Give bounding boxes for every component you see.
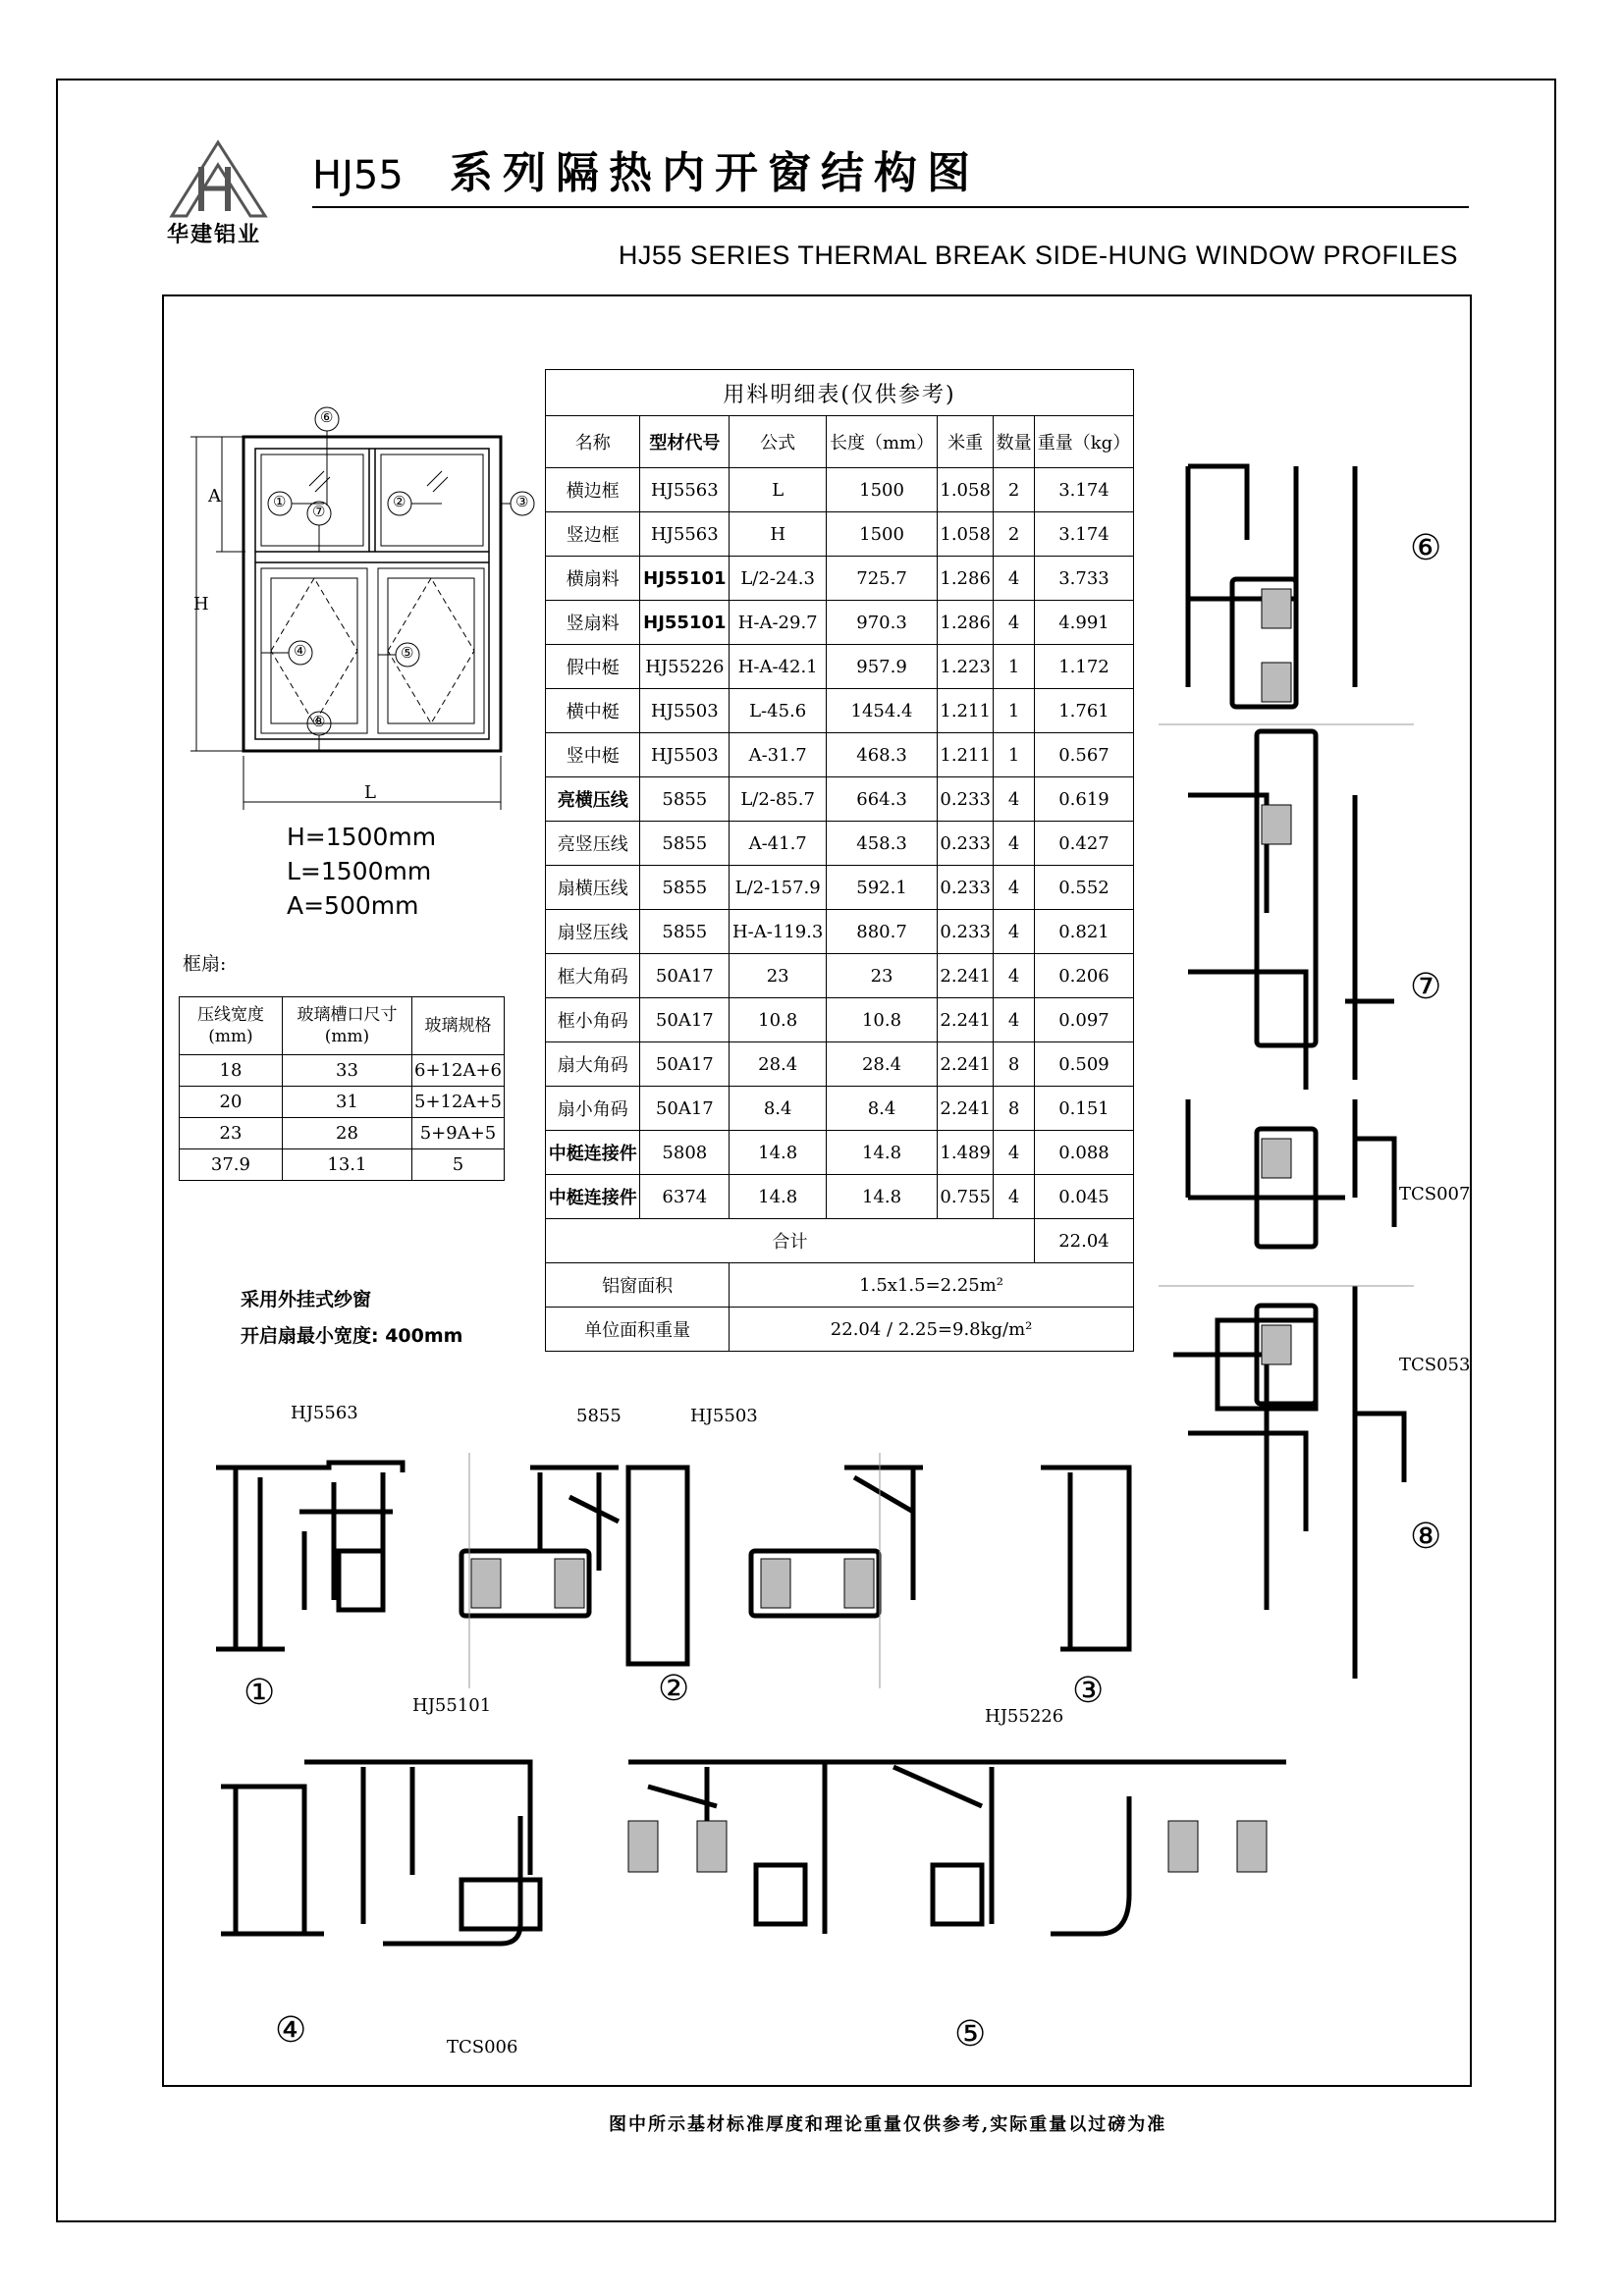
marker-2: ② [393,493,406,510]
table-cell: 0.509 [1034,1042,1133,1087]
table-cell: 664.3 [827,777,938,822]
table-cell: 8.4 [730,1087,827,1131]
dim-l: L=1500mm [287,857,432,885]
table-cell: 竖边框 [546,512,640,557]
table-cell: 4 [994,998,1035,1042]
table-cell: 2.241 [937,1042,993,1087]
dim-a: A=500mm [287,891,419,920]
table-cell: 20 [180,1087,283,1118]
table-cell: 23 [827,954,938,998]
table-cell: 8 [994,1042,1035,1087]
model-title: HJ55 [312,153,404,198]
dim-l-label: L [364,782,376,803]
table-cell: 3.733 [1034,557,1133,601]
table-cell: 1.058 [937,512,993,557]
table-row [546,1042,1134,1087]
table-cell: 2 [994,468,1035,512]
table-cell: 18 [180,1055,283,1087]
label-tcs053: TCS053 [1399,1355,1471,1375]
col-name: 名称 [546,416,640,468]
dim-a-label: A [208,486,221,507]
table-cell: 横中梃 [546,689,640,733]
table-cell: L/2-85.7 [730,777,827,822]
table-cell: H [730,512,827,557]
table-row [546,1087,1134,1131]
table-cell: HJ55226 [640,645,730,689]
table-row [546,777,1134,822]
brand-logo-icon [167,137,270,221]
table-cell: 1.223 [937,645,993,689]
table-row [546,866,1134,910]
table-cell: L/2-157.9 [730,866,827,910]
table-cell: 50A17 [640,1087,730,1131]
glass-col-spec: 玻璃规格 [412,997,505,1055]
table-cell: 3.174 [1034,512,1133,557]
table-cell: H-A-42.1 [730,645,827,689]
sash-label: 框扇: [183,953,227,975]
table-cell: 957.9 [827,645,938,689]
label-5855: 5855 [576,1406,622,1426]
table-cell: 中梃连接件 [546,1131,640,1175]
table-cell: 1.058 [937,468,993,512]
min-width-note: 开启扇最小宽度: 400mm [241,1325,463,1347]
table-cell: 扇竖压线 [546,910,640,954]
table-row [546,689,1134,733]
table-row [546,998,1134,1042]
table-row [546,645,1134,689]
table-cell: 725.7 [827,557,938,601]
table-cell: 框大角码 [546,954,640,998]
table-cell: 1 [994,689,1035,733]
section-marker-8: ⑧ [1410,1517,1442,1557]
table-row [546,822,1134,866]
table-cell: 1500 [827,512,938,557]
table-cell: 6374 [640,1175,730,1219]
table-cell: 2.241 [937,1087,993,1131]
table-cell: 5808 [640,1131,730,1175]
total-label: 合计 [546,1219,1035,1263]
table-cell: 0.821 [1034,910,1133,954]
footer-note: 图中所示基材标准厚度和理论重量仅供参考,实际重量以过磅为准 [609,2114,1167,2135]
label-hj5503: HJ5503 [690,1406,758,1426]
table-cell: 458.3 [827,822,938,866]
table-cell: 1 [994,645,1035,689]
table-cell: 33 [282,1055,411,1087]
table-cell: 4 [994,557,1035,601]
table-cell: 4 [994,777,1035,822]
table-cell: 亮竖压线 [546,822,640,866]
table-cell: 37.9 [180,1149,283,1181]
table-cell: HJ5503 [640,689,730,733]
table-cell: HJ55101 [640,601,730,645]
table-cell: 4 [994,601,1035,645]
profile-sections-1-3 [206,1453,1149,1688]
table-cell: 竖中梃 [546,733,640,777]
table-cell: L [730,468,827,512]
col-weight: 重量（kg） [1034,416,1133,468]
table-cell: 横边框 [546,468,640,512]
table-cell: HJ5503 [640,733,730,777]
table-row [546,512,1134,557]
table-cell: 中梃连接件 [546,1175,640,1219]
window-dimensions [287,820,436,923]
screen-note: 采用外挂式纱窗 [241,1289,372,1310]
table-cell: 扇大角码 [546,1042,640,1087]
marker-5: ⑤ [401,644,414,662]
table-cell: 28 [282,1118,411,1149]
table-cell: 970.3 [827,601,938,645]
table-cell: 2.241 [937,954,993,998]
table-cell: 4 [994,954,1035,998]
table-cell: 4 [994,1175,1035,1219]
total-value: 22.04 [1034,1219,1133,1263]
table-cell: 4 [994,1131,1035,1175]
glass-table [179,996,505,1181]
table-cell: 1.172 [1034,645,1133,689]
table-cell: 0.619 [1034,777,1133,822]
table-cell: HJ55101 [640,557,730,601]
table-cell: 4 [994,866,1035,910]
table-cell: 0.233 [937,822,993,866]
table-row [180,1149,505,1181]
table-cell: 14.8 [730,1131,827,1175]
table-cell: 2.241 [937,998,993,1042]
table-cell: 5855 [640,777,730,822]
table-cell: L/2-24.3 [730,557,827,601]
table-cell: A-41.7 [730,822,827,866]
dim-h: H=1500mm [287,823,437,851]
table-row [546,910,1134,954]
table-cell: 5+12A+5 [412,1087,505,1118]
table-cell: 5855 [640,910,730,954]
table-cell: 5+9A+5 [412,1118,505,1149]
table-cell: 50A17 [640,954,730,998]
table-cell: 23 [180,1118,283,1149]
col-unit-weight: 米重 [937,416,993,468]
table-row [546,557,1134,601]
window-elevation-diagram [177,398,550,829]
table-cell: 14.8 [827,1175,938,1219]
table-cell: H-A-29.7 [730,601,827,645]
page-subtitle: HJ55 SERIES THERMAL BREAK SIDE-HUNG WINDOW PROFILES [618,240,1458,270]
table-cell: 28.4 [730,1042,827,1087]
brand-name: 华建铝业 [167,223,262,247]
section-marker-7: ⑦ [1410,967,1442,1007]
table-cell: 0.233 [937,910,993,954]
screen-notes [241,1282,462,1355]
table-cell: 5855 [640,866,730,910]
table-cell: 31 [282,1087,411,1118]
label-hj55226: HJ55226 [985,1706,1064,1727]
table-cell: 0.552 [1034,866,1133,910]
table-cell: 竖扇料 [546,601,640,645]
table-cell: H-A-119.3 [730,910,827,954]
marker-8: ⑧ [312,713,326,730]
profile-sections-6-8 [1159,452,1414,1679]
table-cell: 8 [994,1087,1035,1131]
table-row [180,1055,505,1087]
glass-col-slot: 玻璃槽口尺寸(mm) [282,997,411,1055]
table-cell: 2 [994,512,1035,557]
table-cell: 1 [994,733,1035,777]
table-cell: 50A17 [640,1042,730,1087]
table-cell: 14.8 [827,1131,938,1175]
table-cell: 1.286 [937,601,993,645]
table-cell: 假中梃 [546,645,640,689]
table-cell: 5 [412,1149,505,1181]
table-cell: 1.211 [937,689,993,733]
section-marker-6: ⑥ [1410,528,1442,568]
table-row [546,1131,1134,1175]
table-cell: 0.206 [1034,954,1133,998]
table-cell: 10.8 [827,998,938,1042]
table-cell: 3.174 [1034,468,1133,512]
table-cell: HJ5563 [640,512,730,557]
table-cell: 0.755 [937,1175,993,1219]
table-row [546,1175,1134,1219]
table-cell: 横扇料 [546,557,640,601]
table-cell: 0.233 [937,866,993,910]
section-marker-1: ① [243,1673,276,1713]
marker-4: ④ [294,642,307,660]
section-marker-2: ② [658,1669,690,1709]
label-hj5563: HJ5563 [291,1403,358,1423]
table-cell: 1.211 [937,733,993,777]
label-tcs006: TCS006 [447,2037,518,2057]
profile-sections-4-5 [206,1747,1286,2002]
table-row [546,601,1134,645]
table-cell: 14.8 [730,1175,827,1219]
table-cell: 10.8 [730,998,827,1042]
table-cell: 0.233 [937,777,993,822]
table-cell: 0.567 [1034,733,1133,777]
section-marker-4: ④ [275,2010,307,2051]
table-cell: 50A17 [640,998,730,1042]
table-cell: 6+12A+6 [412,1055,505,1087]
table-cell: 4 [994,822,1035,866]
col-code: 型材代号 [640,416,730,468]
table-cell: 0.151 [1034,1087,1133,1131]
table-row [546,733,1134,777]
section-marker-5: ⑤ [954,2014,987,2055]
table-cell: 5855 [640,822,730,866]
table-cell: 1.489 [937,1131,993,1175]
material-table-body [546,468,1134,1219]
table-cell: 468.3 [827,733,938,777]
table-cell: L-45.6 [730,689,827,733]
table-cell: 扇横压线 [546,866,640,910]
table-cell: 扇小角码 [546,1087,640,1131]
label-tcs007: TCS007 [1399,1184,1471,1204]
table-cell: 23 [730,954,827,998]
table-row [546,468,1134,512]
table-cell: A-31.7 [730,733,827,777]
table-row [180,1118,505,1149]
table-cell: 8.4 [827,1087,938,1131]
unit-weight-label: 单位面积重量 [546,1308,730,1352]
table-row [180,1087,505,1118]
marker-6: ⑥ [320,408,334,426]
table-cell: 13.1 [282,1149,411,1181]
col-length: 长度（mm） [827,416,938,468]
col-formula: 公式 [730,416,827,468]
table-cell: 1.761 [1034,689,1133,733]
table-cell: 0.088 [1034,1131,1133,1175]
table-cell: 28.4 [827,1042,938,1087]
table-cell: 亮横压线 [546,777,640,822]
glass-table-body [180,1055,505,1181]
table-cell: 0.097 [1034,998,1133,1042]
page-title: 系列隔热内开窗结构图 [450,148,980,198]
section-marker-3: ③ [1072,1671,1105,1711]
table-cell: 592.1 [827,866,938,910]
table-cell: 880.7 [827,910,938,954]
marker-3: ③ [515,493,529,510]
material-table-caption: 用料明细表(仅供参考) [546,370,1134,416]
area-value: 1.5x1.5=2.25m² [730,1263,1134,1308]
unit-weight-value: 22.04 / 2.25=9.8kg/m² [730,1308,1134,1352]
col-qty: 数量 [994,416,1035,468]
table-cell: 1454.4 [827,689,938,733]
glass-col-bead: 压线宽度(mm) [180,997,283,1055]
table-cell: 4.991 [1034,601,1133,645]
table-cell: HJ5563 [640,468,730,512]
table-cell: 框小角码 [546,998,640,1042]
table-cell: 4 [994,910,1035,954]
table-cell: 1500 [827,468,938,512]
label-hj55101: HJ55101 [412,1695,492,1716]
table-cell: 0.045 [1034,1175,1133,1219]
title-divider [312,206,1469,208]
table-row [546,954,1134,998]
marker-1: ① [273,493,287,510]
table-cell: 0.427 [1034,822,1133,866]
marker-7: ⑦ [312,503,326,520]
material-table [545,369,1134,1352]
dim-h-label: H [193,594,209,614]
area-label: 铝窗面积 [546,1263,730,1308]
table-cell: 1.286 [937,557,993,601]
